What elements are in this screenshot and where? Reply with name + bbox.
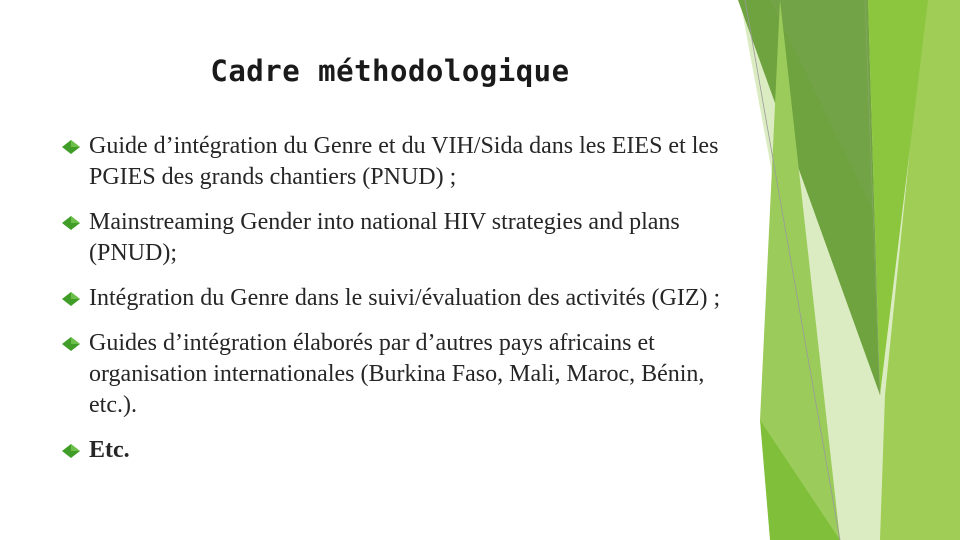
bullet-item — [62, 207, 742, 269]
diamond-bullet-icon — [62, 444, 80, 458]
bullet-item — [62, 131, 742, 193]
bullet-item — [62, 283, 742, 314]
bullet-list — [62, 131, 742, 466]
bullet-item — [62, 328, 742, 421]
diamond-bullet-icon — [62, 140, 80, 154]
bullet-text: Etc. — [89, 437, 130, 463]
diamond-bullet-icon — [62, 216, 80, 230]
bullet-text: Guide d’intégration du Genre et du VIH/Sida dans les EIES et les PGIES des grands chantiers (PNUD) ; — [89, 133, 719, 190]
bullet-text: Intégration du Genre dans le suivi/évaluation des activités (GIZ) ; — [89, 285, 721, 311]
bullet-text: Guides d’intégration élaborés par d’autres pays africains et organisation internationales (Burkina Faso, Mali, Maroc, Bénin, etc.). — [89, 330, 705, 418]
slide-title: Cadre méthodologique — [210, 54, 570, 88]
bullet-item — [62, 435, 742, 466]
diamond-bullet-icon — [62, 292, 80, 306]
bullet-text: Mainstreaming Gender into national HIV strategies and plans (PNUD); — [89, 209, 680, 266]
diamond-bullet-icon — [62, 337, 80, 351]
